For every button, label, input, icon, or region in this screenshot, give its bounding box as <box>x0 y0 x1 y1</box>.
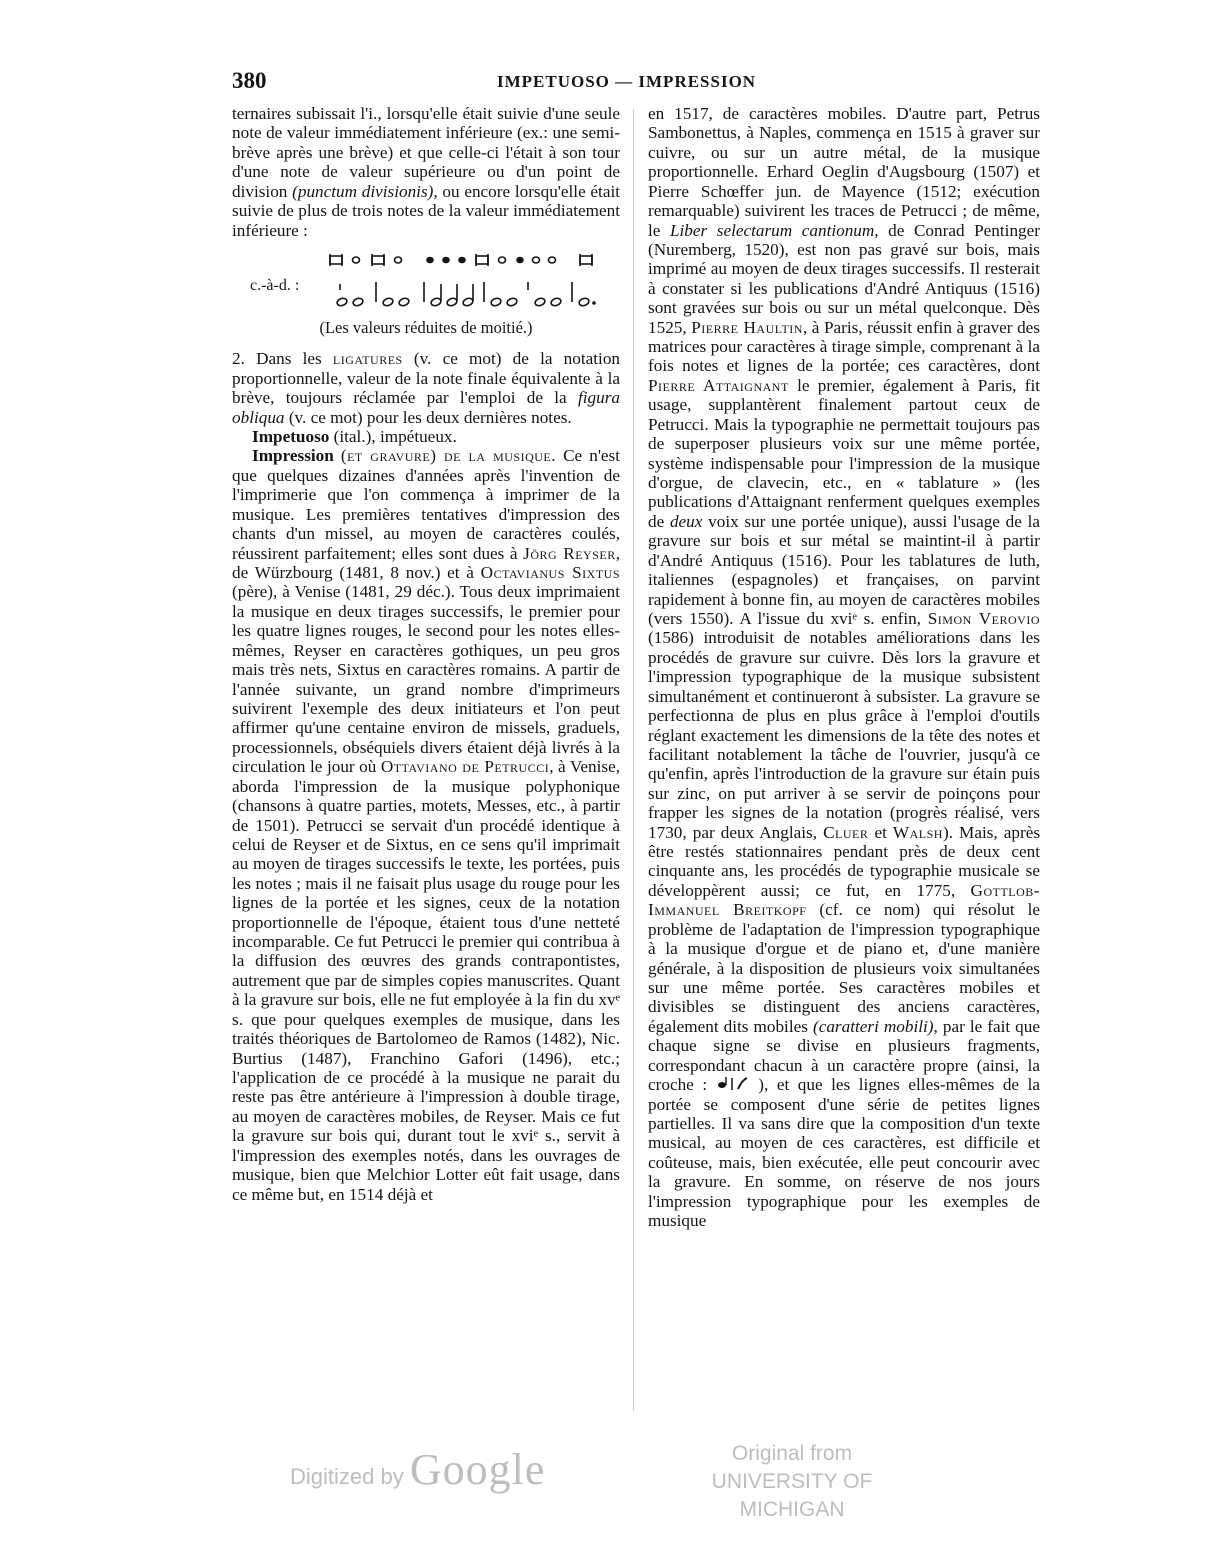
paragraph-ligatures: 2. Dans les ligatures (v. ce mot) de la notation proportionnelle, valeur de la note finale équivalente à la brève, toujours réclamée par l'emploi de la figura obliqua (v. ce mot) pour les deux dernières notes. <box>232 349 621 427</box>
digitized-by-google-watermark: Digitized by Google <box>290 1445 546 1494</box>
headword-impetuoso: Impetuoso <box>252 427 330 447</box>
music-caption: (Les valeurs réduites de moitié.) <box>319 317 533 337</box>
notation-figure <box>232 244 620 318</box>
entry-impression: Impression (et gravure) de la musique. Ce n'est que quelques dizaines d'années après l'invention de l'imprimerie que l'on commença à imprimer de la musique. Les premières tentatives d'impression des chants d'un missel, au moyen de caractères coulés, réussirent parfaitement; elles sont dues à Jörg Reyser, de Würzbourg (1481, 8 nov.) et à Octavianus Sixtus (père), à Venise (1481, 29 déc.). Tous deux imprimaient la musique en deux tirages successifs, le premier pour les quatre lignes rouges, le second pour les notes elles-mêmes, Reyser en caractères gothiques, un peu gros mais très nets, Sixtus en caractères romains. A partir de l'année suivante, un grand nombre d'imprimeurs suivirent l'exemple des deux initiateurs et l'on peut affirmer qu'une centaine environ de missels, graduels, processionnels, obséquiels divers étaient déjà livrés à la circulation le jour où Ottaviano de Petrucci, à Venise, aborda l'impression de la musique polyphonique (chansons à quatre parties, motets, Messes, etc., à partir de 1501). Petrucci se servait d'un procédé identique à celui de Reyser et de Sixtus, en ce sens qu'il imprimait au moyen de tirages successifs le texte, les portées, puis les notes ; mais il ne faisait plus usage du rouge pour les lignes de la portée et les signes, ceux de la notation proportionnelle de l'époque, étaient tous d'une netteté incomparable. Ce fut Petrucci le premier qui contribua à la diffusion des œuvres des grands contrapontistes, autrement que par de simples copies manuscrites. Quant à la gravure sur bois, elle ne fut employée à la fin du xvᵉ s. que pour quelques exemples de musique, dans les traités théoriques de Bartolomeo de Ramos (1482), Nic. Burtius (1487), Franchino Gafori (1496), etc.; l'application de ce procédé à la musique ne parait du reste pas être antérieure à l'impression à double tirage, au moyen de caractères mobiles, de Reyser. Mais ce fut la gravure sur bois qui, durant tout le xviᵉ s., servit à l'impression des exemples notés, dans les ouvrages de musique, bien que Melchior Lotter eût fait usage, dans ce même but, en 1514 déjà et <box>232 446 621 1204</box>
right-column <box>648 104 1040 1230</box>
left-column <box>232 104 620 1204</box>
paragraph-impression-continued: en 1517, de caractères mobiles. D'autre part, Petrus Sambonettus, à Naples, commença en 1515 à graver sur cuivre, ou sur un autre métal, de la musique proportionnelle. Erhard Oeglin d'Augsbourg (1507) et Pierre Schœffer jun. de Mayence (1512; exécution remarquable) suivirent les traces de Petrucci ; de même, le Liber selectarum cantionum, de Conrad Pentinger (Nuremberg, 1520), est non pas gravé sur bois, mais imprimé au moyen de deux tirages successifs. Il resterait à constater si les publications d'André Antiquus (1516) sont gravées sur bois ou sur un métal quelconque. Dès 1525, Pierre Haultin, à Paris, réussit enfin à graver des matrices pour caractères à tirage simple, comprenant à la fois notes et lignes de la portée; ces caractères, dont Pierre Attaignant le premier, également à Paris, fit usage, supplantèrent finalement partout ceux de Petrucci. Mais la typographie ne permettait toujours pas de superposer plusieurs voix sur une même portée, système indispensable pour l'impression de la musique d'orgue, de clavecin, etc., en « tablature » (les publications d'Attaignant renferment quelques exemples de deux voix sur une portée unique), aussi l'usage de la gravure sur bois et sur métal se maintint-il à partir d'André Antiquus (1516). Pour les tablatures de luth, italiennes (espagnoles) et françaises, on parvint rapidement à bonne fin, au moyen de caractères mobiles (vers 1550). A l'issue du xviᵉ s. enfin, Simon Verovio (1586) introduisit de notables améliorations dans les procédés de gravure sur cuivre. Dès lors la gravure et l'impression typographique de la musique subsistent simultanément et continueront à subsister. La gravure se perfectionna de plus en plus grâce à l'emploi d'outils réglant exactement les dimensions de la tête des notes et facilitant notablement la tâche de l'ouvrier, jusqu'à ce qu'enfin, après l'introduction de la gravure sur étain puis sur zinc, on put arriver à se servir de poinçons pour frapper les signes de la notation (progrès réalisé, vers 1730, par deux Anglais, Cluer et Walsh). Mais, après être restés stationnaires pendant près de deux cent cinquante ans, les procédés de typographie musicale se développèrent aussi; ce fut, en 1775, Gottlob-Immanuel Breitkopf (cf. ce nom) qui résolut le problème de l'adaptation de l'impression typographique à la musique d'orgue et de piano et, d'une manière générale, à la disposition de plusieurs voix simultanées sur une même portée. Ses caractères mobiles et divisibles se distinguent des anciens caractères, également dits mobiles (caratteri mobili), par le fait que chaque signe se divise en plusieurs fragments, correspondant chacun à un caractère propre (ainsi, la croche : ), et que les lignes elles-mêmes de la portée se composent d'une série de petites lignes partielles. Il va sans dire que la composition d'un texte musical, au moyen de ces caractères, est difficile et coûteuse, mais, bien exécutée, elle peut concourir avec la gravure. En somme, on réserve de nos jours l'impression typographique pour les exemples de musique <box>648 104 1041 1231</box>
page-number: 380 <box>232 68 267 93</box>
paragraph-ternaires: ternaires subissait l'i., lorsqu'elle était suivie d'une seule note de valeur immédiatement inférieure (ex.: une semi-brève après une brève) et que celle-ci l'était à son tour d'une note de valeur supérieure ou d'un point de division (punctum divisionis), ou encore lorsqu'elle était suivie de plus de trois notes de la valeur immédiatement inférieure : <box>232 104 621 240</box>
croche-glyph <box>716 1076 750 1092</box>
original-from-watermark: Original from UNIVERSITY OF MICHIGAN <box>711 1442 873 1521</box>
running-head: IMPETUOSO — IMPRESSION <box>497 72 757 91</box>
music-example-label: c.-à-d. : <box>250 276 300 294</box>
music-example <box>232 244 620 318</box>
headword-impression: Impression <box>252 446 334 466</box>
entry-impetuoso: Impetuoso (ital.), impétueux. <box>252 427 457 447</box>
google-logo: Google <box>409 1445 546 1494</box>
column-divider <box>633 110 634 1410</box>
